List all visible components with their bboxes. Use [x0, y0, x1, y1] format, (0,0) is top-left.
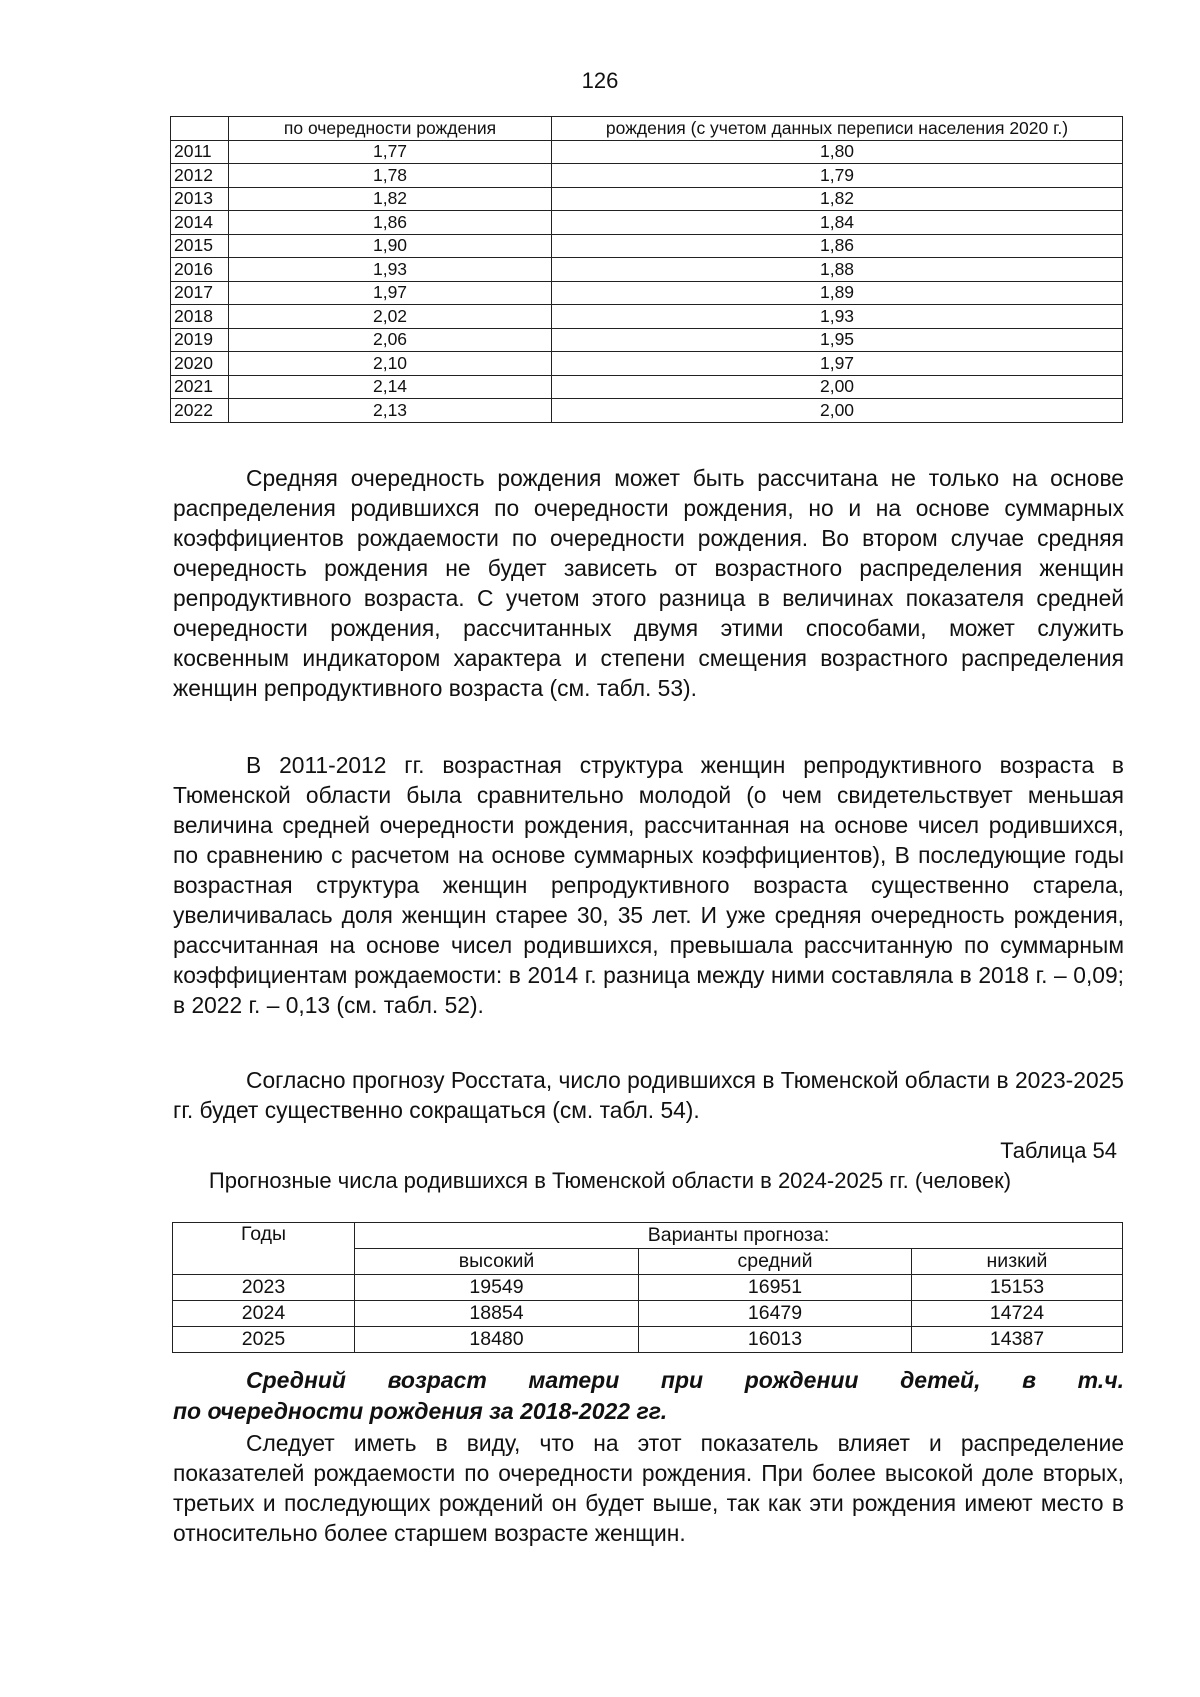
cell-value: 1,93 [552, 305, 1123, 329]
header-cell-year [171, 117, 229, 141]
cell-value: 16479 [639, 1301, 912, 1327]
cell-value: 1,97 [229, 281, 552, 305]
forecast-table [172, 1222, 1123, 1353]
header-cell-low: низкий [912, 1249, 1123, 1275]
cell-year: 2018 [171, 305, 229, 329]
paragraph-mother-age-note [173, 1428, 1124, 1548]
cell-value: 16013 [639, 1327, 912, 1353]
table-row [171, 140, 1123, 164]
cell-value: 1,90 [229, 234, 552, 258]
cell-value: 19549 [355, 1275, 639, 1301]
cell-value: 2,14 [229, 375, 552, 399]
table-label-number: 54 [1092, 1138, 1117, 1163]
cell-value: 15153 [912, 1275, 1123, 1301]
table-row [171, 234, 1123, 258]
cell-value: 2,13 [229, 399, 552, 423]
cell-year: 2012 [171, 164, 229, 188]
cell-value: 16951 [639, 1275, 912, 1301]
cell-value: 2,00 [552, 375, 1123, 399]
header-cell-medium: средний [639, 1249, 912, 1275]
cell-value: 1,88 [552, 258, 1123, 282]
cell-value: 14387 [912, 1327, 1123, 1353]
cell-year: 2019 [171, 328, 229, 352]
cell-value: 1,93 [229, 258, 552, 282]
table-row [173, 1327, 1123, 1353]
paragraph-text: Следует иметь в виду, что на этот показатель влияет и распределение показателей рождаемости по очередности рождения. При более высокой доле вторых, третьих и последующих рождений он будет выше, так как эти рождения имеют место в относительно более старшем возрасте женщин. [173, 1430, 1124, 1546]
cell-year: 2025 [173, 1327, 355, 1353]
cell-value: 1,86 [229, 211, 552, 235]
cell-year: 2011 [171, 140, 229, 164]
cell-year: 2013 [171, 187, 229, 211]
cell-year: 2021 [171, 375, 229, 399]
table-row [173, 1275, 1123, 1301]
paragraph-text: Средняя очередность рождения может быть рассчитана не только на основе распределения родившихся по очередности рождения, но и на основе суммарных коэффициентов рождаемости по очередности рождения. Во втором случае средняя очередность рождения не будет зависеть от возрастного распределения женщин репродуктивного возраста. С учетом этого разница в величинах показателя средней очередности рождения, рассчитанных двумя этими способами, может служить косвенным индикатором характера и степени смещения возрастного распределения женщин репродуктивного возраста (см. табл. 53). [173, 465, 1124, 701]
table-header-row [171, 117, 1123, 141]
header-cell-years: Годы [173, 1223, 355, 1275]
table-title: Прогнозные числа родившихся в Тюменской области в 2024-2025 гг. (человек) [208, 1168, 1012, 1193]
paragraph-rosstat-forecast [173, 1065, 1124, 1125]
cell-value: 1,95 [552, 328, 1123, 352]
cell-value: 1,89 [552, 281, 1123, 305]
cell-value: 1,82 [229, 187, 552, 211]
paragraph-average-birth-order [173, 463, 1124, 703]
cell-value: 2,02 [229, 305, 552, 329]
cell-year: 2020 [171, 352, 229, 376]
cell-year: 2015 [171, 234, 229, 258]
cell-value: 2,10 [229, 352, 552, 376]
table-row [173, 1301, 1123, 1327]
cell-value: 2,00 [552, 399, 1123, 423]
section-heading-line-2: по очередности рождения за 2018-2022 гг. [173, 1398, 668, 1424]
cell-year: 2017 [171, 281, 229, 305]
cell-value: 18480 [355, 1327, 639, 1353]
cell-value: 1,97 [552, 352, 1123, 376]
cell-value: 1,86 [552, 234, 1123, 258]
cell-value: 18854 [355, 1301, 639, 1327]
table-row [171, 352, 1123, 376]
header-cell-by-census: рождения (с учетом данных переписи населения 2020 г.) [552, 117, 1123, 141]
header-cell-variants: Варианты прогноза: [355, 1223, 1123, 1249]
cell-value: 1,79 [552, 164, 1123, 188]
table-header-row [173, 1223, 1123, 1249]
section-heading [173, 1365, 1124, 1427]
paragraph-text: В 2011-2012 гг. возрастная структура женщин репродуктивного возраста в Тюменской области была сравнительно молодой (о чем свидетельствует меньшая величина средней очередности рождения, рассчитанная на основе чисел родившихся, по сравнению с расчетом на основе суммарных коэффициентов), В последующие годы возрастная структура женщин репродуктивного возраста существенно старела, увеличивалась доля женщин старее 30, 35 лет. И уже средняя очередность рождения, рассчитанная на основе чисел родившихся, превышала рассчитанную по суммарным коэффициентам рождаемости: в 2014 г. разница между ними составляла в 2018 г. – 0,09; в 2022 г. – 0,13 (см. табл. 52). [173, 752, 1124, 1018]
cell-value: 1,84 [552, 211, 1123, 235]
paragraph-text: Согласно прогнозу Росстата, число родившихся в Тюменской области в 2023-2025 гг. будет существенно сокращаться (см. табл. 54). [173, 1067, 1124, 1123]
table-row [171, 375, 1123, 399]
table-row [171, 211, 1123, 235]
cell-year: 2023 [173, 1275, 355, 1301]
cell-value: 2,06 [229, 328, 552, 352]
cell-value: 14724 [912, 1301, 1123, 1327]
table-row [171, 258, 1123, 282]
cell-value: 1,80 [552, 140, 1123, 164]
header-cell-by-birth-order: по очередности рождения [229, 117, 552, 141]
cell-value: 1,78 [229, 164, 552, 188]
table-row [171, 164, 1123, 188]
table-row [171, 305, 1123, 329]
table-row [171, 399, 1123, 423]
table-row [171, 328, 1123, 352]
page-number: 126 [581, 68, 619, 93]
cell-year: 2024 [173, 1301, 355, 1327]
cell-value: 1,82 [552, 187, 1123, 211]
cell-value: 1,77 [229, 140, 552, 164]
section-heading-line-1: Средний возраст матери при рождении детей, в т.ч. [246, 1367, 1124, 1393]
table-label [1000, 1138, 1117, 1164]
table-label-word: Таблица [1000, 1138, 1087, 1163]
birth-order-table [170, 116, 1123, 423]
cell-year: 2016 [171, 258, 229, 282]
table-row [171, 281, 1123, 305]
cell-year: 2014 [171, 211, 229, 235]
cell-year: 2022 [171, 399, 229, 423]
header-cell-high: высокий [355, 1249, 639, 1275]
table-row [171, 187, 1123, 211]
paragraph-age-structure [173, 750, 1124, 1020]
